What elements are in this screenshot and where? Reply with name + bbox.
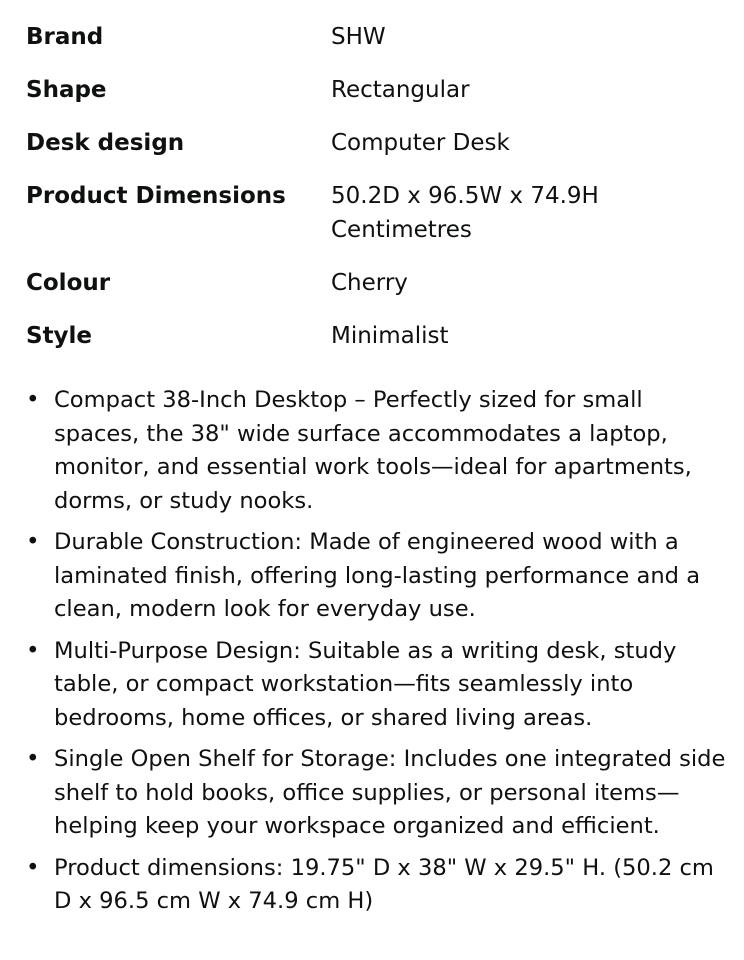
spec-value: SHW	[331, 24, 386, 50]
spec-label: Product Dimensions	[26, 183, 286, 209]
feature-bullet	[26, 852, 726, 919]
spec-row-desk-design	[26, 126, 726, 160]
spec-value: Minimalist	[331, 323, 449, 349]
bullet-icon: •	[26, 529, 40, 555]
spec-label: Style	[26, 323, 93, 349]
spec-value: Cherry	[331, 270, 408, 296]
feature-bullet	[26, 526, 726, 627]
spec-label: Brand	[26, 24, 104, 50]
bullet-icon: •	[26, 854, 40, 881]
feature-bullet	[26, 384, 726, 518]
bullet-icon: •	[26, 637, 40, 664]
feature-bullet-text: Product dimensions: 19.75" D x 38" W x 29.5" H. (50.2 cm D x 96.5 cm W x 74.9 cm H)	[54, 854, 714, 914]
feature-bullet-text: Multi-Purpose Design: Suitable as a writing desk, study table, or compact workstation—fits seamlessly into bedrooms, home offices, or shared living areas.	[54, 637, 677, 731]
product-spec-table	[26, 20, 726, 372]
spec-row-colour	[26, 266, 726, 300]
spec-row-brand	[26, 20, 726, 54]
spec-value: 50.2D x 96.5W x 74.9H Centimetres	[331, 183, 599, 243]
feature-bullet-text: Durable Construction: Made of engineered wood with a laminated finish, offering long-lasting performance and a clean, modern look for everyday use.	[54, 529, 701, 622]
spec-row-product-dimensions	[26, 179, 726, 247]
feature-bullet-text: Compact 38-Inch Desktop – Perfectly sized for small spaces, the 38" wide surface accommodates a laptop, monitor, and essential work tools—ideal for apartments, dorms, or study nooks.	[54, 387, 692, 514]
spec-label: Colour	[26, 270, 111, 296]
feature-bullet	[26, 743, 726, 844]
feature-bullet-text: Single Open Shelf for Storage: Includes one integrated side shelf to hold books, office supplies, or personal items—helping keep your workspace organized and efficient.	[54, 746, 726, 839]
spec-value: Computer Desk	[331, 130, 510, 156]
spec-label: Shape	[26, 77, 107, 103]
bullet-icon: •	[26, 387, 40, 413]
feature-bullet-list	[26, 384, 726, 927]
spec-row-style	[26, 319, 726, 353]
bullet-icon: •	[26, 746, 40, 772]
spec-row-shape	[26, 73, 726, 107]
feature-bullet	[26, 635, 726, 736]
spec-value: Rectangular	[331, 77, 470, 103]
spec-label: Desk design	[26, 130, 185, 156]
